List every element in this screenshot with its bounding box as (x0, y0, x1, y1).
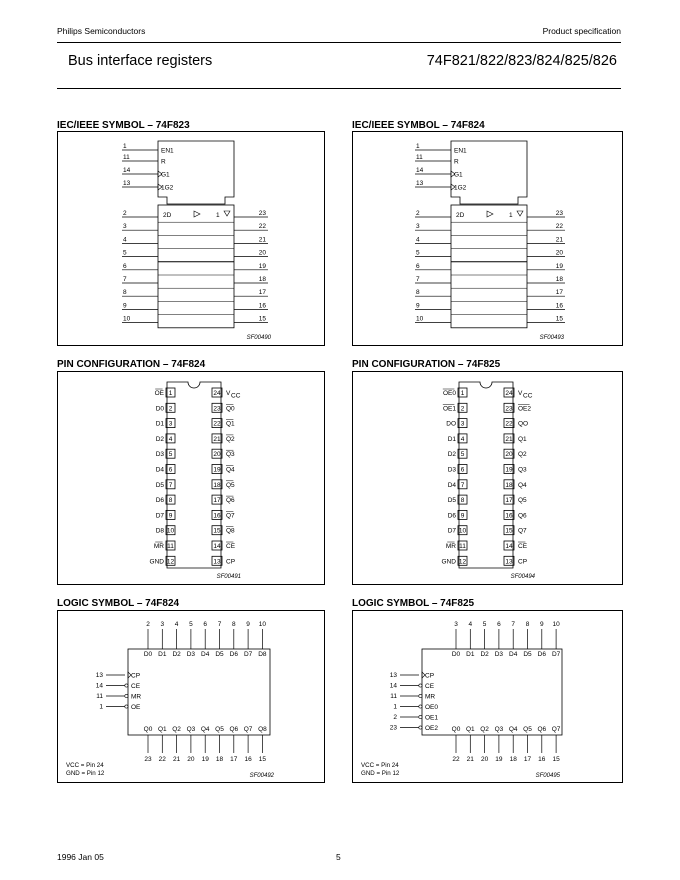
vcc-note: VCC = Pin 24 (66, 762, 104, 769)
right-pin-number: 19 (213, 466, 221, 474)
output-pin-number: 21 (258, 236, 266, 244)
left-pin-number: 11 (167, 543, 174, 550)
inversion-bubble (419, 726, 422, 729)
right-pin-number: 18 (213, 481, 221, 489)
left-pin-number: 3 (168, 420, 173, 428)
output-pin-number: 23 (555, 210, 563, 217)
q-output-label: Q8 (258, 726, 267, 733)
left-pin-label: D0 (155, 405, 164, 413)
gnd-note: GND = Pin 12 (66, 770, 105, 777)
d-input-label: D0 (143, 651, 153, 658)
inversion-bubble (125, 694, 128, 697)
control-label: EN1 (454, 147, 467, 155)
input-pin-number: 10 (416, 315, 424, 323)
figure-id: SF00492 (249, 773, 274, 779)
d-input-label: D0 (451, 651, 461, 658)
bottom-pin-number: 22 (158, 756, 166, 763)
input-pin-number: 3 (416, 223, 420, 231)
header-rule-top (57, 42, 621, 43)
logic-symbol-74f824-figure (57, 610, 325, 783)
input-pin-number: 6 (416, 262, 420, 270)
bottom-pin-number: 15 (552, 756, 560, 763)
control-label: MR (131, 693, 142, 701)
control-label: MR (425, 693, 436, 701)
control-label: G1 (454, 171, 463, 179)
right-pin-label: Q8 (226, 527, 235, 535)
right-pin-number: 16 (213, 512, 221, 520)
right-pin-label: Q6 (518, 512, 527, 520)
vcc-subscript: CC (523, 392, 533, 400)
data-block-label: 2D (456, 212, 465, 219)
right-pin-number: 13 (505, 558, 513, 566)
right-pin-label: CE (226, 543, 236, 550)
left-pin-label: D3 (155, 451, 164, 459)
top-pin-number: 4 (468, 621, 473, 628)
d-input-label: D1 (466, 651, 475, 658)
gnd-note: GND = Pin 12 (361, 770, 400, 777)
left-pin-number: 8 (168, 497, 173, 505)
d-input-label: D5 (215, 651, 224, 658)
right-pin-number: 23 (505, 405, 513, 413)
section-title-logic-824: LOGIC SYMBOL – 74F824 (57, 598, 180, 609)
logic-symbol-74f825-figure (352, 610, 623, 783)
top-pin-number: 8 (231, 621, 236, 628)
right-pin-label: Q3 (226, 451, 235, 459)
right-pin-number: 14 (505, 543, 513, 550)
control-pin-number: 11 (96, 693, 103, 700)
output-enable-label: 1 (509, 212, 513, 219)
bottom-pin-number: 19 (201, 756, 209, 763)
d-input-label: D8 (258, 651, 267, 658)
d-input-label: D4 (201, 651, 210, 658)
right-pin-label: Q7 (518, 527, 527, 535)
section-title-pin-825: PIN CONFIGURATION – 74F825 (352, 359, 501, 370)
control-pin-number: 11 (416, 154, 423, 161)
left-pin-label: GND (441, 558, 456, 566)
control-pin-number: 1 (99, 703, 103, 711)
right-pin-label: V (518, 390, 523, 397)
output-pin-number: 19 (258, 262, 266, 270)
bottom-pin-number: 20 (187, 756, 195, 763)
left-pin-number: 6 (460, 466, 465, 474)
left-pin-label: D4 (155, 466, 164, 474)
top-pin-number: 9 (539, 621, 544, 628)
register-block (451, 205, 527, 328)
section-title-logic-825: LOGIC SYMBOL – 74F825 (352, 598, 475, 609)
control-pin-number: 13 (95, 672, 103, 679)
control-label: OE2 (425, 725, 439, 732)
right-pin-label: Q6 (226, 497, 235, 505)
d-input-label: D3 (494, 651, 504, 658)
bottom-pin-number: 21 (172, 756, 181, 763)
bottom-pin-number: 15 (258, 756, 267, 763)
input-pin-number: 4 (416, 236, 420, 244)
q-output-label: Q5 (215, 726, 224, 733)
right-pin-label: Q5 (226, 481, 235, 489)
control-label: OE1 (425, 714, 439, 722)
control-pin-number: 1 (393, 703, 397, 711)
right-pin-label: Q1 (226, 420, 235, 428)
right-pin-number: 22 (213, 420, 221, 428)
d-input-label: D6 (229, 651, 238, 658)
control-pin-number: 13 (416, 180, 424, 187)
register-block (158, 205, 234, 328)
q-output-label: Q0 (451, 726, 461, 733)
output-pin-number: 18 (555, 276, 563, 283)
vcc-subscript: CC (231, 392, 241, 400)
left-pin-label: DO (446, 420, 456, 428)
inversion-bubble (125, 684, 128, 687)
right-pin-label: Q4 (226, 466, 235, 474)
left-pin-number: 7 (168, 481, 173, 489)
right-pin-label: V (226, 390, 231, 397)
left-pin-number: 2 (460, 405, 465, 413)
output-pin-number: 17 (258, 289, 266, 297)
company-name: Philips Semiconductors (57, 26, 146, 36)
input-pin-number: 9 (416, 302, 420, 310)
control-label: CP (131, 672, 141, 680)
left-pin-label: D5 (155, 481, 164, 489)
control-pin-number: 13 (389, 672, 397, 679)
left-pin-number: 9 (168, 512, 173, 520)
iec-symbol-74f823-figure (57, 131, 325, 346)
right-pin-number: 20 (505, 451, 513, 459)
d-input-label: D6 (537, 651, 546, 658)
vcc-note: VCC = Pin 24 (361, 762, 399, 769)
bottom-pin-number: 23 (144, 756, 152, 763)
inversion-bubble (419, 715, 422, 718)
left-pin-label: D3 (447, 466, 456, 474)
footer-page-number: 5 (336, 852, 341, 862)
right-pin-number: 15 (213, 527, 221, 535)
pin-config-74f825-figure (352, 371, 623, 585)
figure-id: SF00493 (539, 335, 564, 341)
input-pin-number: 3 (123, 223, 127, 231)
input-pin-number: 5 (416, 249, 420, 257)
right-pin-number: 17 (213, 497, 221, 505)
top-pin-number: 4 (174, 621, 179, 628)
right-pin-number: 23 (213, 405, 221, 413)
bottom-pin-number: 16 (244, 756, 252, 763)
input-pin-number: 9 (123, 302, 127, 310)
left-pin-label: D1 (155, 420, 164, 428)
input-pin-number: 5 (123, 249, 127, 257)
input-pin-number: 8 (123, 289, 127, 297)
right-pin-label: Q0 (226, 405, 235, 413)
left-pin-label: D4 (447, 481, 456, 489)
control-pin-number: 1 (123, 143, 127, 150)
left-pin-label: OE1 (442, 405, 456, 413)
control-label: G1 (161, 171, 170, 179)
top-pin-number: 7 (217, 621, 222, 628)
inversion-bubble (419, 705, 422, 708)
right-pin-number: 15 (505, 527, 513, 535)
left-pin-number: 10 (166, 527, 175, 535)
top-pin-number: 7 (511, 621, 516, 628)
top-pin-number: 10 (258, 621, 267, 628)
three-state-icon (517, 211, 523, 216)
document-type: Product specification (542, 26, 621, 36)
input-pin-number: 4 (123, 236, 127, 244)
top-pin-number: 8 (525, 621, 530, 628)
control-label: EN1 (161, 147, 174, 155)
iec-symbol-74f824-figure (352, 131, 623, 346)
left-pin-label: D6 (155, 497, 164, 505)
input-pin-number: 6 (123, 262, 127, 270)
left-pin-label: OE0 (442, 390, 456, 397)
right-pin-number: 18 (505, 481, 513, 489)
right-pin-label: Q4 (518, 481, 527, 489)
right-pin-label: QO (518, 420, 529, 428)
q-output-label: Q7 (243, 726, 253, 733)
figure-id: SF00495 (535, 773, 560, 779)
d-input-label: D2 (480, 651, 489, 658)
output-pin-number: 15 (258, 315, 266, 323)
left-pin-label: D1 (447, 435, 456, 443)
control-pin-number: 11 (390, 693, 397, 700)
right-pin-number: 24 (505, 390, 513, 397)
right-pin-number: 16 (505, 512, 513, 520)
left-pin-number: 11 (459, 543, 466, 550)
q-output-label: Q6 (537, 726, 547, 733)
top-pin-number: 5 (482, 621, 487, 628)
right-pin-label: Q5 (518, 497, 527, 505)
q-output-label: Q2 (172, 726, 181, 733)
right-pin-label: Q2 (518, 451, 527, 459)
d-input-label: D7 (243, 651, 253, 658)
output-pin-number: 17 (555, 289, 563, 297)
control-label: OE (131, 704, 141, 711)
q-output-label: Q3 (186, 726, 196, 733)
left-pin-number: 1 (460, 390, 465, 397)
q-output-label: Q0 (143, 726, 153, 733)
inversion-bubble (419, 684, 422, 687)
input-pin-number: 7 (416, 276, 420, 283)
inversion-bubble (125, 705, 128, 708)
control-pin-number: 14 (389, 682, 397, 690)
left-pin-number: 12 (166, 558, 175, 566)
pin-config-74f824-figure (57, 371, 325, 585)
section-title-iec-824: IEC/IEEE SYMBOL – 74F824 (352, 120, 485, 131)
right-pin-label: Q1 (518, 435, 527, 443)
top-pin-number: 5 (189, 621, 193, 628)
inversion-bubble (419, 694, 422, 697)
logic-block (422, 649, 562, 735)
right-pin-number: 14 (213, 543, 221, 550)
output-pin-number: 21 (555, 236, 563, 244)
part-numbers: 74F821/822/823/824/825/826 (426, 53, 617, 69)
d-input-label: D3 (186, 651, 196, 658)
left-pin-number: 5 (168, 451, 173, 459)
q-output-label: Q3 (494, 726, 504, 733)
right-pin-label: Q7 (226, 512, 235, 520)
left-pin-number: 10 (458, 527, 467, 535)
right-pin-label: Q2 (226, 435, 235, 443)
left-pin-label: D7 (447, 527, 456, 535)
left-pin-label: MR (445, 543, 456, 550)
q-output-label: Q5 (523, 726, 532, 733)
left-pin-number: 6 (168, 466, 173, 474)
buffer-triangle-icon (487, 211, 493, 217)
top-pin-number: 6 (203, 621, 208, 628)
control-pin-number: 23 (389, 724, 397, 732)
control-pin-number: 2 (393, 714, 397, 721)
right-pin-number: 13 (213, 558, 221, 566)
right-pin-label: CP (518, 558, 528, 566)
left-pin-label: D6 (447, 512, 456, 520)
left-pin-number: 9 (460, 512, 465, 520)
q-output-label: Q1 (157, 726, 167, 733)
header-rule-bottom (57, 88, 621, 89)
output-pin-number: 16 (555, 302, 563, 310)
left-pin-number: 4 (460, 435, 465, 443)
left-pin-label: GND (149, 558, 164, 566)
control-pin-number: 14 (416, 167, 424, 174)
top-pin-number: 9 (246, 621, 250, 628)
right-pin-number: 20 (213, 451, 221, 459)
q-output-label: Q2 (480, 726, 489, 733)
right-pin-number: 21 (213, 435, 221, 443)
d-input-label: D4 (509, 651, 518, 658)
bottom-pin-number: 17 (230, 756, 238, 763)
d-input-label: D5 (523, 651, 532, 658)
control-label: CE (131, 683, 141, 690)
right-pin-number: 24 (213, 390, 221, 397)
figure-id: SF00494 (510, 574, 535, 580)
three-state-icon (224, 211, 230, 216)
input-pin-number: 10 (123, 315, 131, 323)
d-input-label: D1 (158, 651, 167, 658)
left-pin-number: 5 (460, 451, 465, 459)
left-pin-label: D5 (447, 497, 456, 505)
output-pin-number: 20 (258, 249, 266, 257)
section-title-pin-824: PIN CONFIGURATION – 74F824 (57, 359, 206, 370)
control-label: 1G2 (161, 184, 174, 192)
input-pin-number: 2 (123, 210, 127, 217)
left-pin-number: 1 (168, 390, 173, 397)
top-pin-number: 3 (454, 621, 458, 628)
buffer-triangle-icon (194, 211, 200, 217)
left-pin-label: OE (154, 390, 164, 397)
figure-id: SF00491 (216, 574, 241, 580)
footer-date: 1996 Jan 05 (57, 852, 104, 862)
top-pin-number: 3 (160, 621, 165, 628)
q-output-label: Q4 (200, 726, 210, 733)
bottom-pin-number: 18 (509, 756, 517, 763)
logic-block (128, 649, 270, 735)
bottom-pin-number: 19 (495, 756, 503, 763)
output-pin-number: 15 (555, 315, 563, 323)
control-pin-number: 14 (95, 682, 103, 690)
right-pin-label: OE2 (518, 405, 532, 413)
figure-id: SF00490 (246, 335, 271, 341)
left-pin-label: D2 (155, 435, 164, 443)
right-pin-number: 22 (505, 420, 513, 428)
output-pin-number: 19 (555, 262, 563, 270)
bottom-pin-number: 18 (215, 756, 224, 763)
section-title-iec-823: IEC/IEEE SYMBOL – 74F823 (57, 120, 190, 131)
left-pin-label: D2 (447, 451, 456, 459)
q-output-label: Q4 (508, 726, 518, 733)
d-input-label: D7 (551, 651, 561, 658)
d-input-label: D2 (172, 651, 181, 658)
output-pin-number: 23 (258, 210, 266, 217)
input-pin-number: 8 (416, 289, 420, 297)
q-output-label: Q1 (465, 726, 475, 733)
left-pin-number: 8 (460, 497, 465, 505)
output-enable-label: 1 (216, 212, 220, 219)
top-pin-number: 10 (552, 621, 560, 628)
input-pin-number: 7 (123, 276, 127, 283)
control-pin-number: 11 (123, 154, 130, 161)
input-pin-number: 2 (416, 210, 420, 217)
output-pin-number: 18 (258, 276, 266, 283)
left-pin-number: 4 (168, 435, 173, 443)
left-pin-number: 12 (458, 558, 467, 566)
control-pin-number: 13 (123, 180, 131, 187)
bottom-pin-number: 16 (538, 756, 546, 763)
left-pin-label: D7 (155, 512, 164, 520)
control-label: R (161, 158, 166, 166)
top-pin-number: 6 (497, 621, 501, 628)
bottom-pin-number: 20 (480, 756, 489, 763)
bottom-pin-number: 17 (523, 756, 532, 763)
control-label: 1G2 (454, 184, 467, 192)
right-pin-label: CE (518, 543, 528, 550)
left-pin-label: MR (153, 543, 164, 550)
page-title: Bus interface registers (68, 53, 213, 69)
left-pin-number: 7 (460, 481, 465, 489)
control-label: CE (425, 683, 435, 690)
left-pin-number: 2 (168, 405, 173, 413)
control-pin-number: 14 (123, 167, 131, 174)
data-block-label: 2D (163, 212, 172, 219)
left-pin-label: D8 (155, 527, 164, 535)
control-label: CP (425, 672, 435, 680)
top-pin-number: 2 (146, 621, 150, 628)
right-pin-label: Q3 (518, 466, 527, 474)
control-label: R (454, 158, 459, 166)
control-pin-number: 1 (416, 143, 420, 150)
output-pin-number: 16 (258, 302, 266, 310)
bottom-pin-number: 21 (466, 756, 474, 763)
left-pin-number: 3 (460, 420, 465, 428)
bottom-pin-number: 22 (452, 756, 460, 763)
right-pin-number: 17 (505, 497, 513, 505)
output-pin-number: 22 (258, 223, 266, 231)
output-pin-number: 20 (555, 249, 563, 257)
right-pin-number: 19 (505, 466, 513, 474)
control-label: OE0 (425, 704, 439, 711)
output-pin-number: 22 (555, 223, 563, 231)
q-output-label: Q7 (551, 726, 561, 733)
right-pin-number: 21 (505, 435, 513, 443)
q-output-label: Q6 (229, 726, 239, 733)
right-pin-label: CP (226, 558, 236, 566)
